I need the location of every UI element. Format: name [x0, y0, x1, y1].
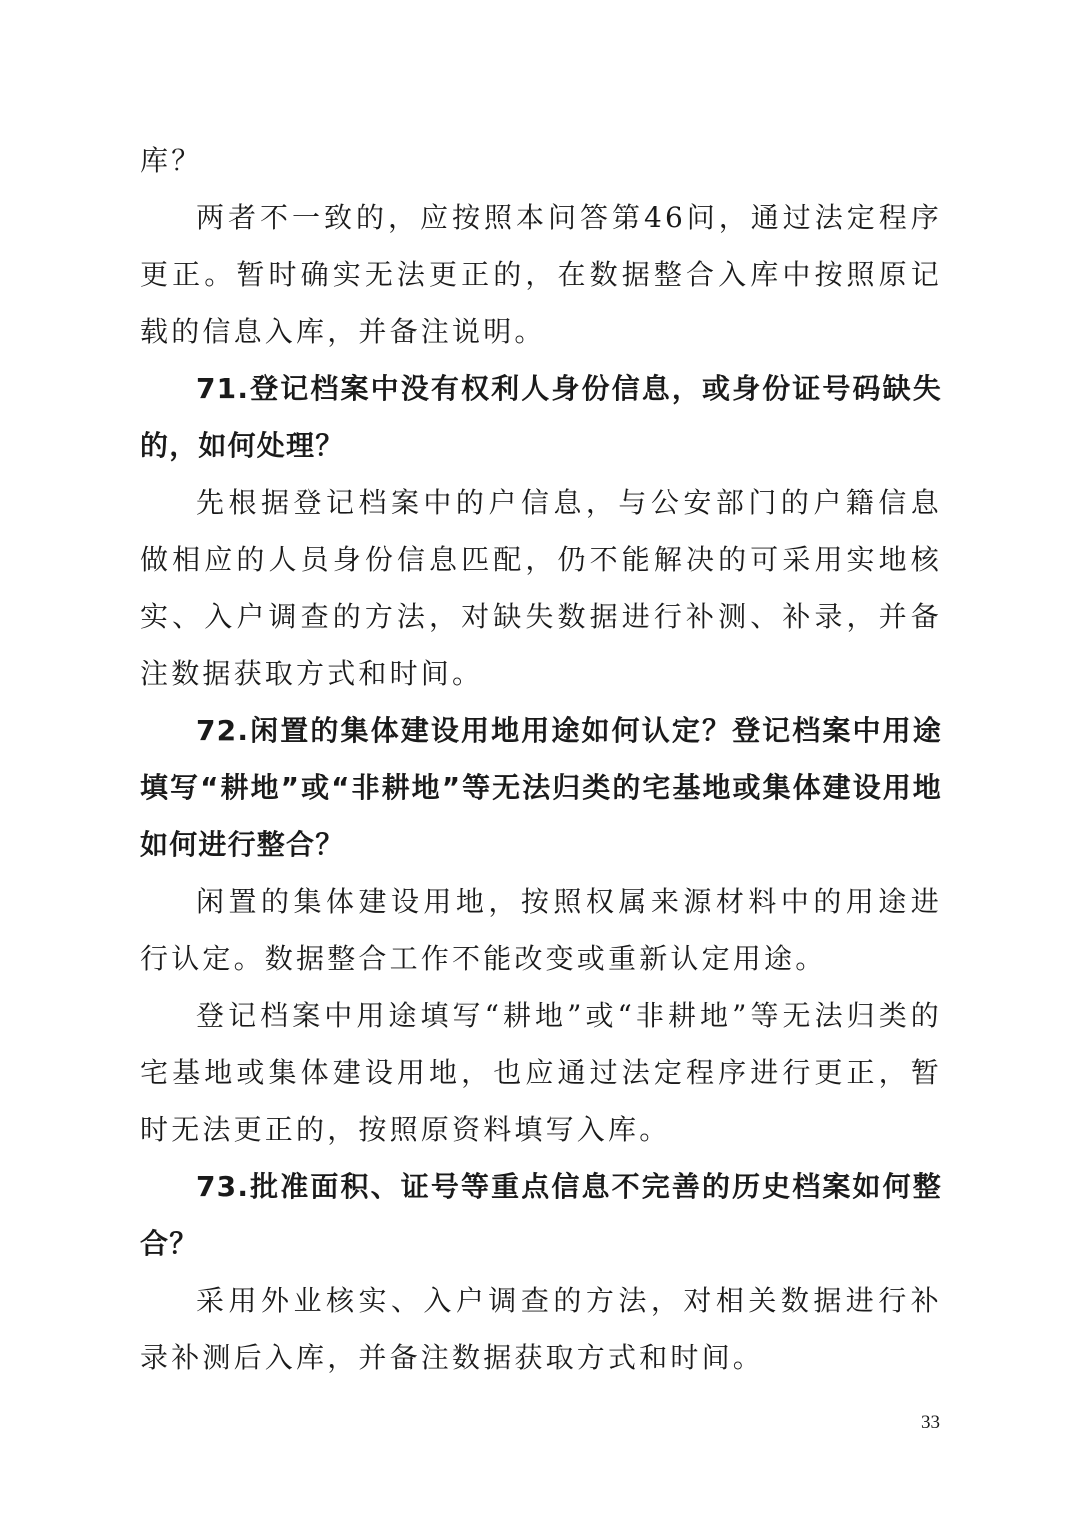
- page-number: 33: [921, 1412, 940, 1433]
- question-72: 72.闲置的集体建设用地用途如何认定？登记档案中用途填写“耕地”或“非耕地”等无法归类的宅基地或集体建设用地如何进行整合？: [140, 714, 942, 861]
- answer-paragraph-71: 先根据登记档案中的户信息，与公安部门的户籍信息做相应的人员身份信息匹配，仍不能解决的可采用实地核实、入户调查的方法，对缺失数据进行补测、补录，并备注数据获取方式和时间。: [140, 486, 942, 690]
- page-content: [140, 132, 942, 1386]
- answer-paragraph-72-b: 登记档案中用途填写“耕地”或“非耕地”等无法归类的宅基地或集体建设用地，也应通过法定程序进行更正，暂时无法更正的，按照原资料填写入库。: [140, 999, 942, 1146]
- paragraph-continuation: 库？: [140, 144, 203, 177]
- answer-paragraph-73: 采用外业核实、入户调查的方法，对相关数据进行补录补测后入库，并备注数据获取方式和时间。: [140, 1284, 942, 1374]
- question-73: 73.批准面积、证号等重点信息不完善的历史档案如何整合？: [140, 1170, 942, 1260]
- answer-paragraph-72-a: 闲置的集体建设用地，按照权属来源材料中的用途进行认定。数据整合工作不能改变或重新认定用途。: [140, 885, 942, 975]
- answer-paragraph-70: 两者不一致的，应按照本问答第46问，通过法定程序更正。暂时确实无法更正的，在数据整合入库中按照原记载的信息入库，并备注说明。: [140, 201, 942, 348]
- question-71: 71.登记档案中没有权利人身份信息，或身份证号码缺失的，如何处理？: [140, 372, 942, 462]
